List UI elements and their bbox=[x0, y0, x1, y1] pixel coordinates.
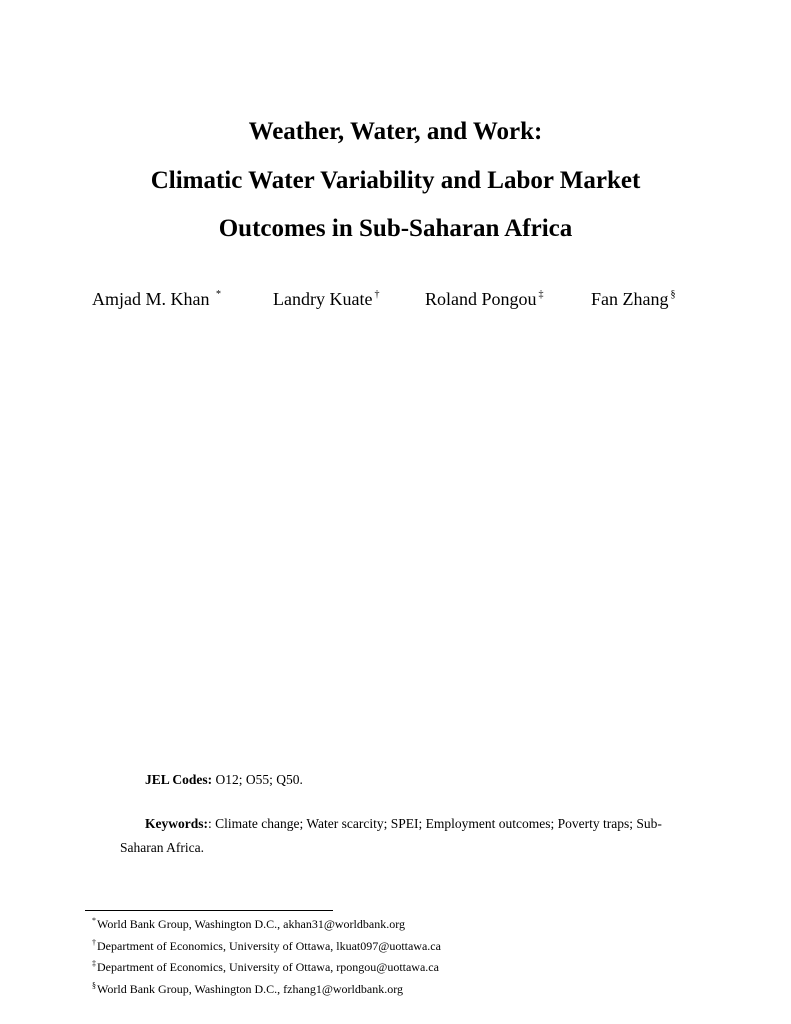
author-footnote-mark: † bbox=[374, 289, 380, 300]
footnotes bbox=[92, 912, 652, 998]
footnote-mark: ‡ bbox=[92, 959, 96, 968]
footnote-mark: § bbox=[92, 980, 96, 990]
author-2 bbox=[273, 283, 379, 311]
footnote-2 bbox=[92, 934, 652, 956]
author-footnote-mark: § bbox=[670, 289, 676, 300]
footnote-mark: * bbox=[92, 916, 96, 925]
author-list bbox=[92, 283, 692, 307]
author-name: Fan Zhang bbox=[591, 289, 669, 309]
footnote-3 bbox=[92, 955, 652, 977]
footnote-text: World Bank Group, Washington D.C., akhan31@worldbank.org bbox=[97, 917, 405, 931]
footnote-rule bbox=[85, 910, 333, 911]
author-3 bbox=[425, 283, 544, 311]
author-4 bbox=[591, 283, 675, 311]
author-name: Roland Pongou bbox=[425, 289, 537, 309]
jel-codes-value: O12; O55; Q50. bbox=[215, 772, 303, 787]
paper-title-line-2: Climatic Water Variability and Labor Market bbox=[150, 167, 641, 194]
paper-title-line-1: Weather, Water, and Work: bbox=[248, 118, 543, 145]
keywords bbox=[120, 812, 680, 860]
author-footnote-mark: ‡ bbox=[538, 289, 544, 300]
jel-codes-label: JEL Codes: bbox=[145, 772, 213, 787]
author-name: Landry Kuate bbox=[273, 289, 373, 309]
keywords-value: : Climate change; Water scarcity; SPEI; Employment outcomes; Poverty traps; Sub-Saharan Africa. bbox=[120, 816, 662, 855]
author-footnote-mark: * bbox=[215, 289, 221, 300]
author-name: Amjad M. Khan bbox=[92, 289, 210, 309]
footnote-text: Department of Economics, University of Ottawa, rpongou@uottawa.ca bbox=[97, 960, 439, 974]
footnote-4 bbox=[92, 977, 652, 999]
jel-codes bbox=[145, 771, 303, 789]
footnote-text: Department of Economics, University of Ottawa, lkuat097@uottawa.ca bbox=[97, 938, 441, 953]
footnote-text: World Bank Group, Washington D.C., fzhang1@worldbank.org bbox=[97, 981, 403, 996]
footnote-mark: † bbox=[92, 937, 96, 947]
paper-title-line-3: Outcomes in Sub-Saharan Africa bbox=[218, 215, 573, 242]
author-1 bbox=[92, 283, 221, 311]
footnote-1 bbox=[92, 912, 652, 934]
keywords-label: Keywords: bbox=[145, 816, 208, 831]
